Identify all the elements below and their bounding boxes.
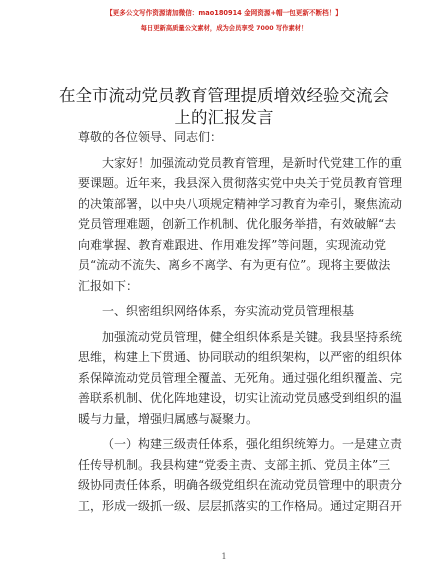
- section-heading-1: [78, 301, 386, 322]
- section-heading-text: 一、织密组织网络体系，夯实流动党员管理根基: [102, 304, 355, 318]
- paragraph-line: 任传导机制。我县构建“党委主责、支部主抓、党员主体”三: [78, 457, 391, 472]
- paragraph-line: 加强流动党员管理，健全组织体系是关键。我县坚持系统: [102, 329, 403, 344]
- paragraph-line: 系保障流动党员管理全覆盖、无死角。通过强化组织覆盖、完: [78, 370, 403, 385]
- paragraph-line: 汇报如下：: [78, 278, 139, 293]
- greeting-line: 尊敬的各位领导、同志们：: [78, 130, 223, 144]
- title-line-1: 在全市流动党员教育管理提质增效经验交流会: [59, 86, 389, 105]
- promo-banner-top: 【更多公文写作资源请加微信：mao180914 金网资源+帽一包更新不断档！】: [106, 9, 342, 17]
- title-line-2: 上的汇报发言: [174, 108, 274, 127]
- greeting: [78, 127, 386, 148]
- paragraph-organization: [78, 327, 403, 430]
- paragraph-line: 级协同责任体系，明确各级党组织在流动党员管理中的职责分: [78, 478, 403, 492]
- paragraph-line: 暖与力量，增强归属感与凝聚力。: [78, 411, 259, 426]
- paragraph-line: 向难掌握、教育难跟进、作用难发挥”等问题，实现流动党: [78, 237, 386, 252]
- paragraph-line: 要课题。近年来，我县深入贯彻落实党中央关于党员教育管理: [78, 176, 403, 190]
- paragraph-line: 善联系机制、优化阵地建设，切实让流动党员感受到组织的温: [78, 391, 403, 405]
- paragraph-line: 员“流动不流失、离乡不离学、有为更有位”。现将主要做法: [78, 258, 391, 272]
- paragraph-line: 大家好！加强流动党员教育管理，是新时代党建工作的重: [102, 155, 403, 170]
- document-title: [46, 85, 402, 129]
- document-body: [78, 127, 403, 516]
- paragraph-line: （一）构建三级责任体系，强化组织统筹力。一是建立责: [102, 437, 403, 451]
- paragraph-line: 思维，构建上下贯通、协同联动的组织架构，以严密的组织体: [78, 350, 403, 364]
- paragraph-line: 党员管理难题，创新工作机制、优化服务举措，有效破解“去: [78, 217, 397, 231]
- paragraph-line: 工，形成一级抓一级、层层抓落实的工作格局。通过定期召开: [78, 498, 403, 513]
- paragraph-line: 的决策部署，以中央八项规定精神学习教育为牵引，聚焦流动: [78, 196, 403, 211]
- paragraph-responsibility: [78, 434, 403, 516]
- promo-banner-second: 每日更新高质量公文素材，成为会员享受 7000 写作素材！: [140, 25, 308, 32]
- page-number: 1: [221, 552, 227, 561]
- paragraph-intro: [78, 153, 403, 297]
